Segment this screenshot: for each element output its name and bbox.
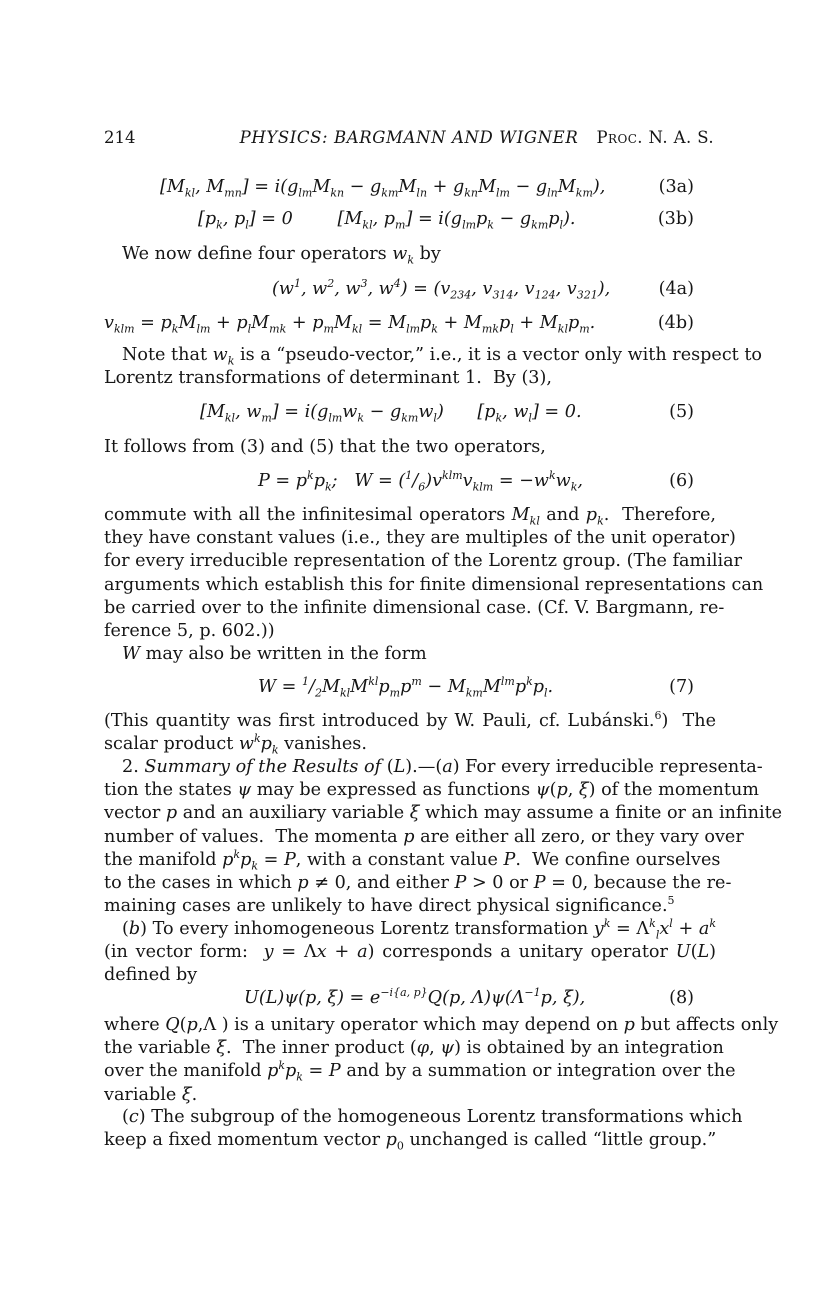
text-line: It follows from (3) and (5) that the two operators, (104, 437, 546, 457)
equation-number: (4b) (657, 313, 694, 333)
text-line: (c) The subgroup of the homogeneous Lorentz transformations which (122, 1107, 743, 1127)
paragraph-summary-c (104, 1106, 743, 1153)
text-line: (in vector form: y = Λx + a) corresponds a unitary operator U(L) (104, 942, 717, 963)
text-line: to the cases in which p ≠ 0, and either P > 0 or P = 0, because the re- (104, 872, 732, 893)
equation-4b (104, 312, 714, 338)
text-line: maining cases are unlikely to have direct physical significance.$^5$ (104, 894, 675, 917)
text-line: keep a fixed momentum vector $p_0$ unchanged is called “little group.” (104, 1130, 717, 1153)
running-header (104, 128, 714, 150)
equation-body: [$M_{kl}$, $w_m] = i(g_{lm}w_k - g_{km}w_l)$ [$p_k$, $w_l] = 0$. (200, 402, 582, 425)
equation-3b (104, 208, 714, 234)
equation-8 (104, 987, 714, 1013)
equation-body: $v_{klm} = p_kM_{lm} + p_lM_{mk} + p_mM_{kl} = M_{lm}p_k + M_{mk}p_l + M_{kl}p_m$. (104, 313, 596, 336)
paragraph-inner-product (104, 1014, 779, 1107)
equation-number: (8) (669, 988, 694, 1008)
equation-number: (3a) (658, 177, 694, 197)
equation-number: (3b) (657, 209, 694, 229)
paragraph-w-form (104, 643, 716, 666)
text-line: be carried over to the infinite dimensional case. (Cf. V. Bargmann, re- (104, 597, 725, 618)
text-line: Note that $w_k$ is a “pseudo-vector,” i.e., it is a vector only with respect to (122, 345, 762, 368)
text-line: scalar product $w^kp_k$ vanishes. (104, 732, 367, 757)
text-line: where Q(p,Λ ) is a unitary operator which may depend on p but affects only (104, 1015, 779, 1035)
equation-body: [$p_k$, $p_l] = 0$ [$M_{kl}$, $p_m] = i(g_{lm}p_k - g_{km}p_l)$. (198, 209, 576, 232)
equation-5 (104, 401, 714, 427)
equation-7 (104, 676, 714, 702)
text-line: the variable ξ. The inner product (φ, ψ) is obtained by an integration (104, 1038, 724, 1059)
text-line: the manifold $p^kp_k = P$, with a constant value P. We confine ourselves (104, 847, 721, 873)
paragraph-summary-b (104, 918, 716, 988)
text-line: for every irreducible representation of the Lorentz group. (The familiar (104, 551, 742, 572)
text-line: number of values. The momenta p are either all zero, or they vary over (104, 826, 744, 847)
text-line: (b) To every inhomogeneous Lorentz transformation $y^k = \Lambda^k_lx^l + a^k$ (122, 917, 716, 942)
equation-3a (104, 176, 714, 202)
text-line: (This quantity was first introduced by W. Pauli, cf. Lubánski.$^6$) The (104, 709, 716, 731)
paragraph-commute (104, 504, 764, 643)
paragraph-define-operators (104, 243, 716, 266)
text-line: We now define four operators $w_k$ by (122, 244, 441, 267)
equation-number: (6) (669, 471, 694, 491)
text-line: they have constant values (i.e., they are multiples of the unit operator) (104, 528, 736, 549)
text-line: commute with all the infinitesimal operators $M_{kl}$ and $p_k$. Therefore, (104, 505, 716, 528)
paragraph-pseudo-vector (104, 344, 762, 390)
text-line: W may also be written in the form (122, 644, 427, 664)
text-line: vector p and an auxiliary variable ξ which may assume a finite or an infinite (104, 803, 783, 824)
text-line: defined by (104, 965, 198, 986)
equation-body: U(L)ψ(p, $\xi) = e^{-i\{a, p\}}Q(p$, $\Lambda)\psi(\Lambda^{-1}p$, ξ), (244, 986, 586, 1008)
text-line: Lorentz transformations of determinant 1. By (3), (104, 368, 552, 389)
equation-number: (4a) (658, 279, 694, 299)
text-line: ference 5, p. 602.)) (104, 620, 275, 641)
equation-number: (7) (669, 677, 694, 697)
equation-4a (104, 278, 714, 304)
text-line: tion the states ψ may be expressed as functions ψ(p, ξ) of the momentum (104, 780, 759, 801)
equation-number: (5) (669, 402, 694, 422)
equation-body: [$M_{kl}$, $M_{mn}] = i(g_{lm}M_{kn} - g_{km}M_{ln} + g_{kn}M_{lm} - g_{ln}M_{km})$, (160, 177, 606, 200)
journal-name: Proc. N. A. S. (596, 128, 714, 147)
text-line: variable ξ. (104, 1084, 198, 1105)
equation-body: ($w^1$, $w^2$, $w^3$, $w^4) = (v_{234}$, $v_{314}$, $v_{124}$, $v_{321}$), (272, 277, 611, 302)
text-line: arguments which establish this for finite dimensional representations can (104, 574, 764, 595)
equation-body: $P = p^kp_k$; $W = (^1/_6)v^{klm}v_{klm} = -w^kw_k$, (258, 469, 583, 494)
paragraph-two-operators (104, 436, 716, 459)
text-line: 2. Summary of the Results of (L).—(a) For every irreducible representa- (122, 757, 763, 777)
paragraph-pauli (104, 710, 716, 756)
running-title: PHYSICS: BARGMANN AND WIGNER (239, 128, 579, 147)
equation-body: $W = ^1/_2M_{kl}M^{kl}p_mp^m - M_{km}M^{lm}p^kp_l$. (258, 675, 554, 700)
page-number: 214 (104, 128, 136, 147)
text-line: over the manifold $p^kp_k = P$ and by a summation or integration over the (104, 1059, 736, 1084)
paragraph-summary-a (104, 756, 783, 918)
equation-6 (104, 470, 714, 496)
